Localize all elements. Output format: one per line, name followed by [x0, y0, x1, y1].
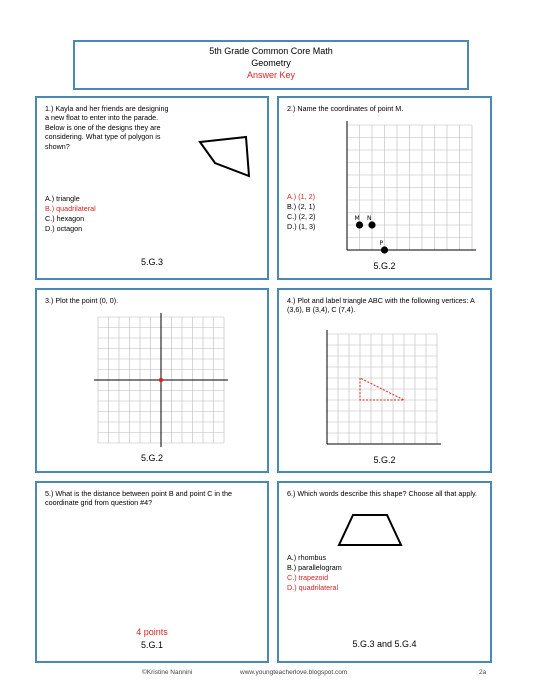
question-5-box	[35, 481, 269, 663]
worksheet-title: 5th Grade Common Core Math	[209, 46, 333, 56]
question-2-box	[277, 96, 492, 280]
worksheet-header	[73, 40, 469, 90]
point-label: M	[354, 215, 360, 222]
q3-standard: 5.G.2	[140, 453, 163, 463]
footer-site: www.youngteacherlove.blogspot.com	[240, 669, 348, 676]
point-m	[356, 221, 363, 228]
question-6-text: 6.) Which words describe this shape? Choose all that apply.	[287, 489, 478, 498]
coordinate-grid-q3	[91, 310, 231, 450]
question-1-box	[35, 96, 269, 280]
question-4-box	[277, 288, 492, 473]
q2-option-b: B.) (2, 1)	[287, 202, 315, 211]
q2-option-d: D.) (1, 3)	[287, 222, 316, 231]
q2-option-c: C.) (2, 2)	[287, 212, 316, 221]
q6-option-d: D.) quadrilateral	[287, 583, 339, 592]
footer-author: ©Kristine Nannini	[142, 669, 193, 676]
point-label: P	[379, 240, 384, 247]
origin-point	[159, 378, 163, 382]
q5-standard: 5.G.1	[140, 640, 163, 650]
question-4-text: 4.) Plot and label triangle ABC with the following vertices: A (3,6), B (3,4), C (7,4).	[287, 296, 475, 315]
trapezoid-shape	[335, 511, 407, 551]
q5-answer: 4 points	[136, 627, 168, 637]
footer-page: 2a	[479, 669, 487, 676]
question-5-text: 5.) What is the distance between point B and point C in the coordinate grid from question #4?	[45, 489, 232, 508]
point-n	[368, 221, 375, 228]
question-3-box	[35, 288, 269, 473]
answer-key-label: Answer Key	[246, 70, 296, 80]
q1-option-c: C.) hexagon	[45, 214, 85, 223]
q6-option-c: C.) trapezoid	[287, 573, 329, 582]
question-6-box	[277, 481, 492, 663]
q1-option-a: A.) triangle	[45, 194, 80, 203]
q2-standard: 5.G.2	[373, 261, 396, 271]
q6-standard: 5.G.3 and 5.G.4	[352, 639, 417, 649]
worksheet-subject: Geometry	[251, 58, 291, 68]
question-3-text: 3.) Plot the point (0, 0).	[45, 296, 119, 305]
question-1-text: 1.) Kayla and her friends are designing a new float to enter into the parade. Below is one of the designs they are considering. What type of polygon is shown?	[45, 104, 169, 151]
point-label: N	[367, 215, 372, 222]
q1-option-b: B.) quadrilateral	[45, 204, 96, 213]
quadrilateral-shape	[195, 134, 255, 184]
q2-option-a: A.) (1, 2)	[287, 192, 315, 201]
point-p	[381, 246, 388, 253]
coordinate-grid-q2	[339, 120, 485, 262]
q6-option-a: A.) rhombus	[287, 553, 327, 562]
coordinate-grid-q4	[319, 324, 449, 452]
q4-standard: 5.G.2	[373, 455, 396, 465]
q1-standard: 5.G.3	[140, 257, 163, 267]
question-2-text: 2.) Name the coordinates of point M.	[287, 104, 404, 113]
q6-option-b: B.) parallelogram	[287, 563, 342, 572]
q1-option-d: D.) octagon	[45, 224, 83, 233]
